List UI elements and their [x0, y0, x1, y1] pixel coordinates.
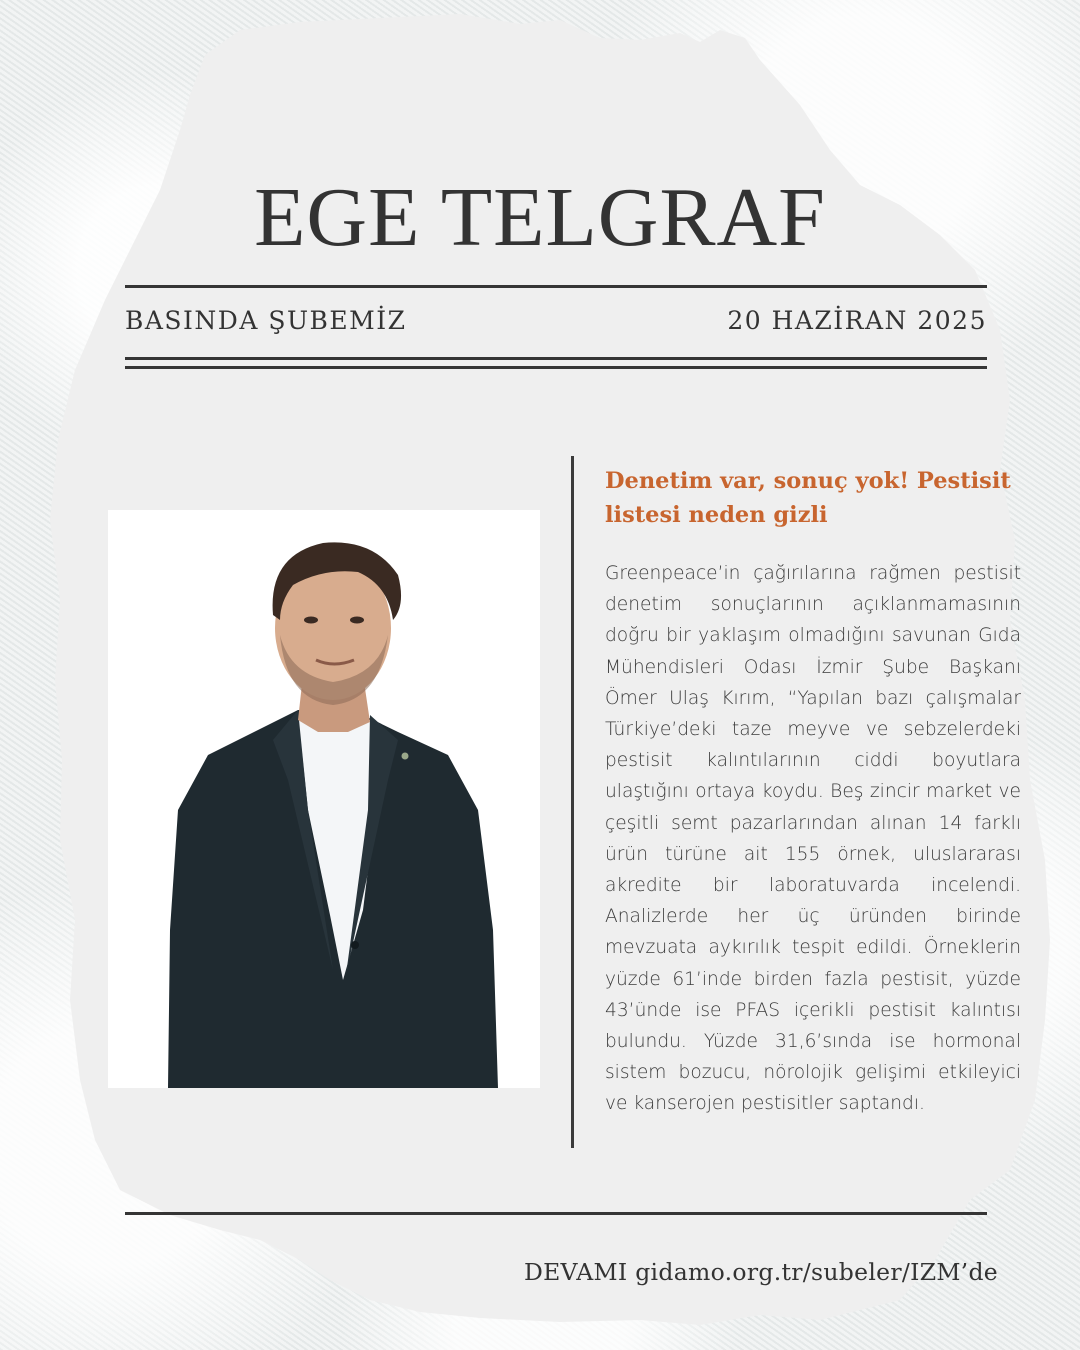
- double-divider-lower: [125, 366, 987, 369]
- column-divider: [571, 456, 574, 1148]
- portrait-illustration: [108, 510, 540, 1088]
- divider-top: [125, 285, 987, 288]
- article-headline: Denetim var, sonuç yok! Pestisit listesi neden gizli: [605, 468, 1011, 528]
- read-more-link[interactable]: DEVAMI gidamo.org.tr/subeler/IZM’de: [523, 1258, 998, 1286]
- masthead-title: EGE TELGRAF: [254, 171, 826, 264]
- issue-date: 20 HAZİRAN 2025: [727, 306, 987, 335]
- double-divider-upper: [125, 357, 987, 360]
- divider-bottom: [125, 1212, 987, 1215]
- article-body: Greenpeace’in çağırılarına rağmen pestisit denetim sonuçlarının açıklanmamasının doğru bir yaklaşım olmadığını savunan Gıda Mühendisleri Odası İzmir Şube Başkanı Ömer Ulaş Kırım, “Yapılan bazı çalışmalar Türkiye’deki taze meyve ve sebzelerdeki pestisit kalıntılarının ciddi boyutlara ulaştığını ortaya koydu. Beş zincir market ve çeşitli semt pazarlarından alınan 14 farklı ürün türüne ait 155 örnek, uluslararası akredite bir laboratuvarda incelendi. Analizlerde her üç üründen birinde mevzuata aykırılık tespit edildi. Örneklerin yüzde 61’inde birden fazla pestisit, yüzde 43’ünde ise PFAS içerikli pestisit kalıntısı bulundu. Yüzde 31,6’sında ise hormonal sistem bozucu, nörolojik gelişimi etkileyici ve kanserojen pestisitler saptandı.: [605, 563, 1021, 1115]
- section-label: BASINDA ŞUBEMİZ: [125, 306, 407, 335]
- portrait-photo: [108, 510, 540, 1088]
